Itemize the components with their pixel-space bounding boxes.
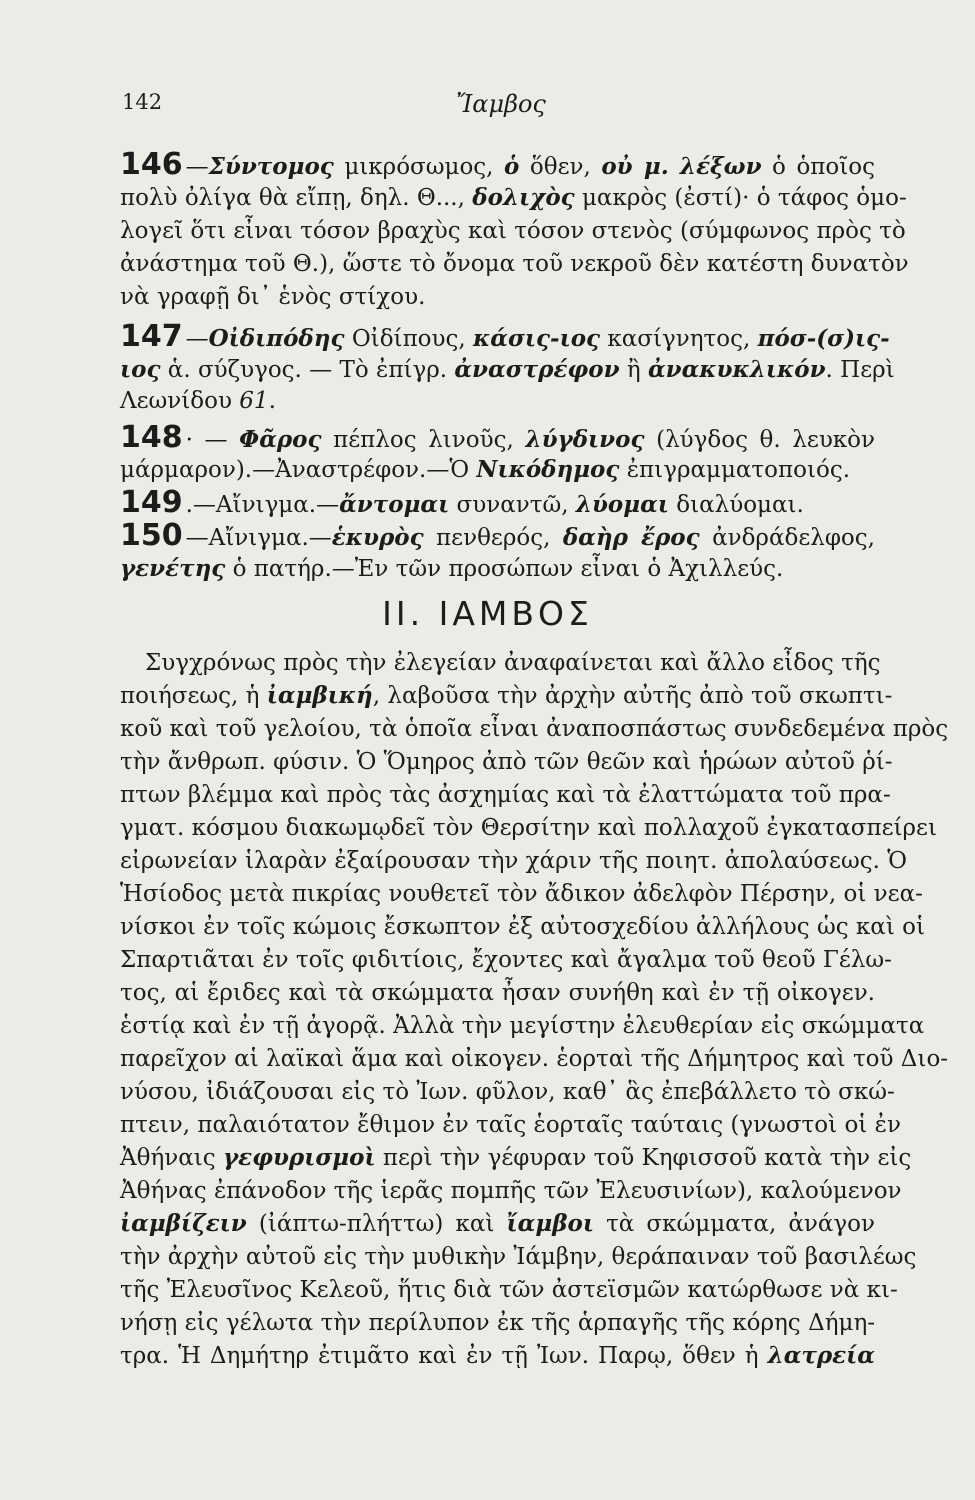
body-line-21: νήσῃ εἰς γέλωτα τὴν περίλυπον ἐκ τῆς ἁρπαγῆς τῆς κόρης Δήμη- <box>120 1310 875 1336</box>
running-title: Ἴαμβος <box>456 90 546 118</box>
body-line-2: ποιήσεως, ἡ ἰαμβική, λαβοῦσα τὴν ἀρχὴν αὐτῆς ἀπὸ τοῦ σκωπτι- <box>120 682 893 709</box>
body-line-19: τὴν ἀρχὴν αὐτοῦ εἰς τὴν μυθικὴν Ἰάμβην, θεράπαιναν τοῦ βασιλέως <box>120 1244 917 1270</box>
entry-147-line-1: 147 —Οἰδιπόδης Οἰδίπους, κάσις-ιος κασίγνητος, πόσ-(σ)ις- <box>120 319 890 354</box>
body-line-10: Σπαρτιᾶται ἐν τοῖς φιδιτίοις, ἔχοντες καὶ ἄγαλμα τοῦ θεοῦ Γέλω- <box>120 947 892 973</box>
body-line-7: εἰρωνείαν ἱλαρὰν ἐξαίρουσαν τὴν χάριν τῆς ποιητ. ἀπολαύσεως. Ὁ <box>120 848 907 874</box>
body-line-17: Ἀθήνας ἐπάνοδον τῆς ἱερᾶς πομπῆς τῶν Ἐλευσινίων), καλούμενον <box>120 1178 902 1204</box>
entry-146-line-5: νὰ γραφῇ δι᾽ ἑνὸς στίχου. <box>120 284 426 310</box>
body-line-4: τὴν ἄνθρωπ. φύσιν. Ὁ Ὅμηρος ἀπὸ τῶν θεῶν καὶ ἡρώων αὐτοῦ ῥί- <box>120 749 893 775</box>
entry-146-line-2: πολὺ ὀλίγα θὰ εἴπῃ, δηλ. Θ..., δολιχὸς μακρὸς (ἐστί)· ὁ τάφος ὁμο- <box>120 184 907 211</box>
body-line-9: νίσκοι ἐν τοῖς κώμοις ἔσκωπτον ἐξ αὐτοσχεδίου ἀλλήλους ὡς καὶ οἱ <box>120 914 926 940</box>
body-line-12: ἑστίᾳ καὶ ἐν τῇ ἀγορᾷ. Ἀλλὰ τὴν μεγίστην ἐλευθερίαν εἰς σκώμματα <box>120 1013 925 1039</box>
body-line-14: νύσου, ἰδιάζουσαι εἰς τὸ Ἰων. φῦλον, καθ᾽ ἃς ἐπεβάλλετο τὸ σκώ- <box>120 1079 895 1105</box>
entry-147-line-3: Λεωνίδου 61. <box>120 388 276 414</box>
body-line-15: πτειν, παλαιότατον ἔθιμον ἐν ταῖς ἑορταῖς ταύταις (γνωστοὶ οἱ ἐν <box>120 1112 901 1138</box>
entry-number: 146 <box>120 147 183 182</box>
body-line-1: Συγχρόνως πρὸς τὴν ἐλεγείαν ἀναφαίνεται καὶ ἄλλο εἶδος τῆς <box>145 650 881 676</box>
entry-146-line-3: λογεῖ ὅτι εἶναι τόσον βραχὺς καὶ τόσον στενὸς (σύμφωνος πρὸς τὸ <box>120 218 906 244</box>
entry-148-line-2: μάρμαρον).—Ἀναστρέφον.—Ὁ Νικόδημος ἐπιγραμματοποιός. <box>120 456 851 483</box>
entry-number: 147 <box>120 319 183 354</box>
body-line-5: πτων βλέμμα καὶ πρὸς τὰς ἀσχημίας καὶ τὰ ἐλαττώματα τοῦ πρα- <box>120 782 891 808</box>
body-line-11: τος, αἱ ἔριδες καὶ τὰ σκώμματα ἦσαν συνήθη καὶ ἐν τῇ οἰκογεν. <box>120 980 875 1006</box>
body-line-18: ἰαμβίζειν (ἰάπτω-πλήττω) καὶ ἴαμβοι τὰ σκώμματα, ἀνάγον <box>120 1210 875 1237</box>
entry-147-line-2: ιος ἁ. σύζυγος. — Τὸ ἐπίγρ. ἀναστρέφον ἢ ἀνακυκλικόν. Περὶ <box>120 356 895 383</box>
entry-number: 149 <box>120 485 183 520</box>
entry-148-line-1: 148 · — Φᾶρος πέπλος λινοῦς, λύγδινος (λύγδος θ. λευκὸν <box>120 420 875 455</box>
entry-149-line-1: 149 .—Αἴνιγμα.—ἄντομαι συναντῶ, λύομαι διαλύομαι. <box>120 485 804 520</box>
section-heading: II. ΙΑΜΒΟΣ <box>382 594 593 633</box>
body-line-22: τρα. Ἡ Δημήτηρ ἐτιμᾶτο καὶ ἐν τῇ Ἰων. Παρῳ, ὅθεν ἡ λατρεία <box>120 1342 875 1369</box>
body-line-16: Ἀθήναις γεφυρισμοὶ περὶ τὴν γέφυραν τοῦ Κηφισσοῦ κατὰ τὴν εἰς <box>120 1144 912 1171</box>
body-line-20: τῆς Ἐλευσῖνος Κελεοῦ, ἥτις διὰ τῶν ἀστεϊσμῶν κατώρθωσε νὰ κι- <box>120 1277 898 1303</box>
entry-number: 148 <box>120 420 183 455</box>
body-line-13: παρεῖχον αἱ λαϊκαὶ ἅμα καὶ οἰκογεν. ἑορταὶ τῆς Δήμητρος καὶ τοῦ Διο- <box>120 1046 949 1072</box>
page-number: 142 <box>122 90 163 114</box>
body-line-6: γματ. κόσμου διακωμῳδεῖ τὸν Θερσίτην καὶ πολλαχοῦ ἐγκατασπείρει <box>120 815 937 841</box>
entry-146-line-1: 146 —Σύντομος μικρόσωμος, ὁ ὅθεν, οὐ μ. λέξων ὁ ὁποῖος <box>120 147 875 182</box>
entry-number: 150 <box>120 518 183 553</box>
entry-146-line-4: ἀνάστημα τοῦ Θ.), ὥστε τὸ ὄνομα τοῦ νεκροῦ δὲν κατέστη δυνατὸν <box>120 251 909 277</box>
body-line-8: Ἡσίοδος μετὰ πικρίας νουθετεῖ τὸν ἄδικον ἀδελφὸν Πέρσην, οἱ νεα- <box>120 881 923 907</box>
body-line-3: κοῦ καὶ τοῦ γελοίου, τὰ ὁποῖα εἶναι ἀναποσπάστως συνδεδεμένα πρὸς <box>120 716 949 742</box>
entry-150-line-1: 150 —Αἴνιγμα.—ἑκυρὸς πενθερός, δαὴρ ἔρος ἀνδράδελφος, <box>120 518 875 553</box>
entry-150-line-2: γενέτης ὁ πατήρ.—Ἐν τῶν προσώπων εἶναι ὁ Ἀχιλλεύς. <box>120 555 784 582</box>
